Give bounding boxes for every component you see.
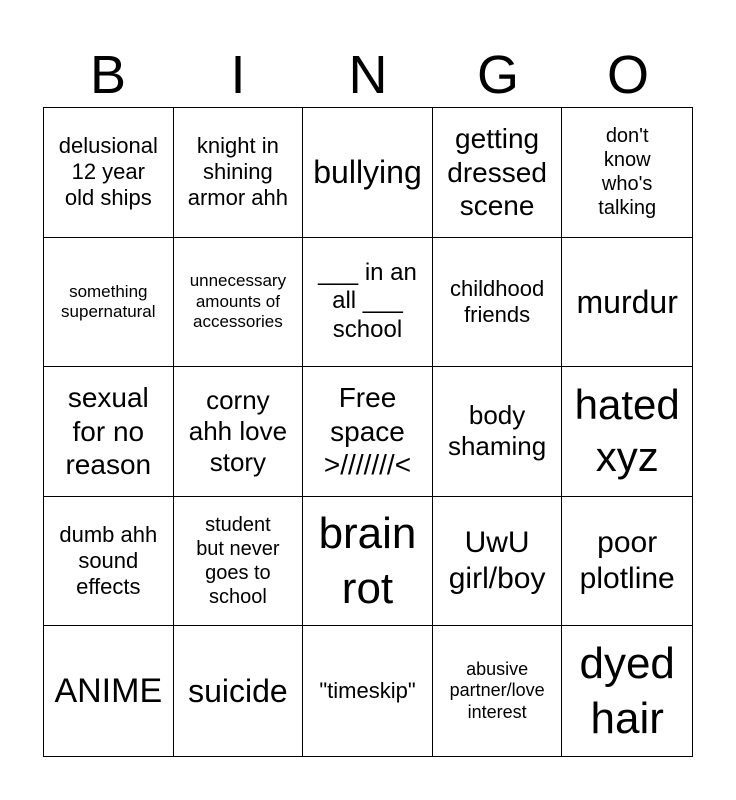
header-letter-i: I [230, 45, 246, 105]
bingo-cell[interactable]: murdur [562, 238, 692, 368]
header-letter-n: N [348, 45, 388, 105]
bingo-cell[interactable]: student but never goes to school [174, 497, 304, 627]
bingo-cell[interactable]: childhood friends [433, 238, 563, 368]
bingo-header [43, 44, 693, 106]
header-letter-o: O [606, 45, 649, 105]
header-letter-g: G [476, 45, 519, 105]
bingo-cell[interactable]: knight in shining armor ahh [174, 108, 304, 238]
bingo-cell[interactable]: abusive partner/love interest [433, 626, 563, 756]
bingo-cell[interactable]: dumb ahh sound effects [44, 497, 174, 627]
bingo-cell[interactable]: hated xyz [562, 367, 692, 497]
bingo-board [43, 107, 693, 757]
bingo-cell[interactable]: corny ahh love story [174, 367, 304, 497]
bingo-cell[interactable]: body shaming [433, 367, 563, 497]
bingo-cell[interactable]: "timeskip" [303, 626, 433, 756]
bingo-cell[interactable]: ___ in an all ___ school [303, 238, 433, 368]
bingo-cell[interactable]: brain rot [303, 497, 433, 627]
bingo-cell[interactable]: unnecessary amounts of accessories [174, 238, 304, 368]
bingo-cell[interactable]: getting dressed scene [433, 108, 563, 238]
bingo-cell[interactable]: something supernatural [44, 238, 174, 368]
bingo-cell[interactable]: Free space >///////< [303, 367, 433, 497]
bingo-cell[interactable]: bullying [303, 108, 433, 238]
bingo-cell[interactable]: UwU girl/boy [433, 497, 563, 627]
bingo-cell[interactable]: suicide [174, 626, 304, 756]
bingo-cell[interactable]: delusional 12 year old ships [44, 108, 174, 238]
bingo-cell[interactable]: ANIME [44, 626, 174, 756]
bingo-cell[interactable]: sexual for no reason [44, 367, 174, 497]
bingo-cell[interactable]: don't know who's talking [562, 108, 692, 238]
header-letter-b: B [89, 45, 127, 105]
bingo-cell[interactable]: poor plotline [562, 497, 692, 627]
bingo-cell[interactable]: dyed hair [579, 639, 675, 744]
